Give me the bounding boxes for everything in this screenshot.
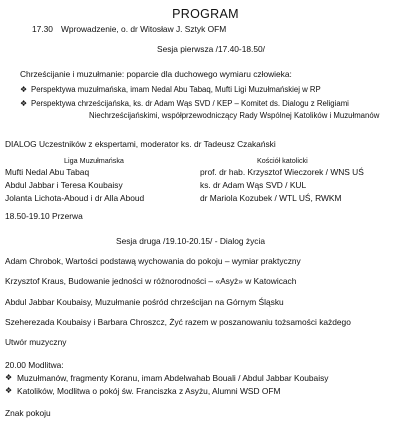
closing-line: Znak pokoju: [5, 408, 51, 418]
bullet-icon: ❖: [5, 373, 13, 382]
dialog-right-header: Kościół katolicki: [257, 156, 308, 165]
page-title: PROGRAM: [172, 7, 239, 21]
session2-talk: Adam Chrobok, Wartości podstawą wychowania do pokoju – wymiar praktyczny: [5, 256, 301, 266]
prayer-item-1: Muzułmanów, fragmenty Koranu, imam Abdelwahab Bouali / Abdul Jabbar Koubaisy: [17, 373, 329, 383]
session1-item-2: Perspektywa chrześcijańska, ks. dr Adam Wąs SVD / KEP – Komitet ds. Dialogu z Religiami: [31, 99, 349, 108]
break-line: 18.50-19.10 Przerwa: [5, 211, 83, 221]
session1-item-2-cont: Niechrześcijańskimi, współprzewodniczący Rady Wspólnej Katolików i Muzułmanów: [89, 111, 380, 120]
bullet-icon: ❖: [20, 99, 28, 108]
dialog-right-row-1: prof. dr hab. Krzysztof Wieczorek / WNS UŚ: [200, 167, 364, 177]
session2-talk: Utwór muzyczny: [5, 337, 67, 347]
session2-heading: Sesja druga /19.10-20.15/ - Dialog życia: [116, 236, 265, 246]
session1-theme: Chrześcijanie i muzułmanie: poparcie dla duchowego wymiaru człowieka:: [20, 69, 292, 79]
session1-heading: Sesja pierwsza /17.40-18.50/: [157, 44, 266, 54]
bullet-icon: ❖: [5, 386, 13, 395]
dialog-left-row-2: Abdul Jabbar i Teresa Koubaisy: [5, 180, 123, 190]
dialog-right-row-2: ks. dr Adam Wąs SVD / KUL: [200, 180, 307, 190]
session1-item-1: Perspektywa muzułmańska, imam Nedal Abu Tabaq, Mufti Ligi Muzułmańskiej w RP: [31, 85, 321, 94]
opening-line: Wprowadzenie, o. dr Witosław J. Sztyk OFM: [61, 24, 227, 34]
bullet-icon: ❖: [20, 85, 28, 94]
prayers-heading: 20.00 Modlitwa:: [5, 360, 64, 370]
dialog-left-header: Liga Muzułmańska: [64, 156, 124, 165]
dialog-heading: DIALOG Uczestników z ekspertami, moderator ks. dr Tadeusz Czakański: [5, 139, 276, 149]
dialog-left-row-3: Jolanta Lichota-Aboud i dr Alla Aboud: [5, 193, 145, 203]
dialog-right-row-3: dr Mariola Kozubek / WTL UŚ, RWKM: [200, 193, 342, 203]
dialog-left-row-1: Mufti Nedal Abu Tabaq: [5, 167, 90, 177]
opening-time: 17.30: [32, 24, 53, 34]
prayer-item-2: Katolików, Modlitwa o pokój św. Franciszka z Asyżu, Alumni WSD OFM: [17, 386, 281, 396]
session2-talk: Krzysztof Kraus, Budowanie jedności w różnorodności – «Asyż» w Katowicach: [5, 276, 297, 286]
session2-talk: Szeherezada Koubaisy i Barbara Chroszcz, Żyć razem w poszanowaniu tożsamości każdego: [5, 317, 351, 327]
session2-talk: Abdul Jabbar Koubaisy, Muzułmanie pośród chrześcijan na Górnym Śląsku: [5, 297, 284, 307]
